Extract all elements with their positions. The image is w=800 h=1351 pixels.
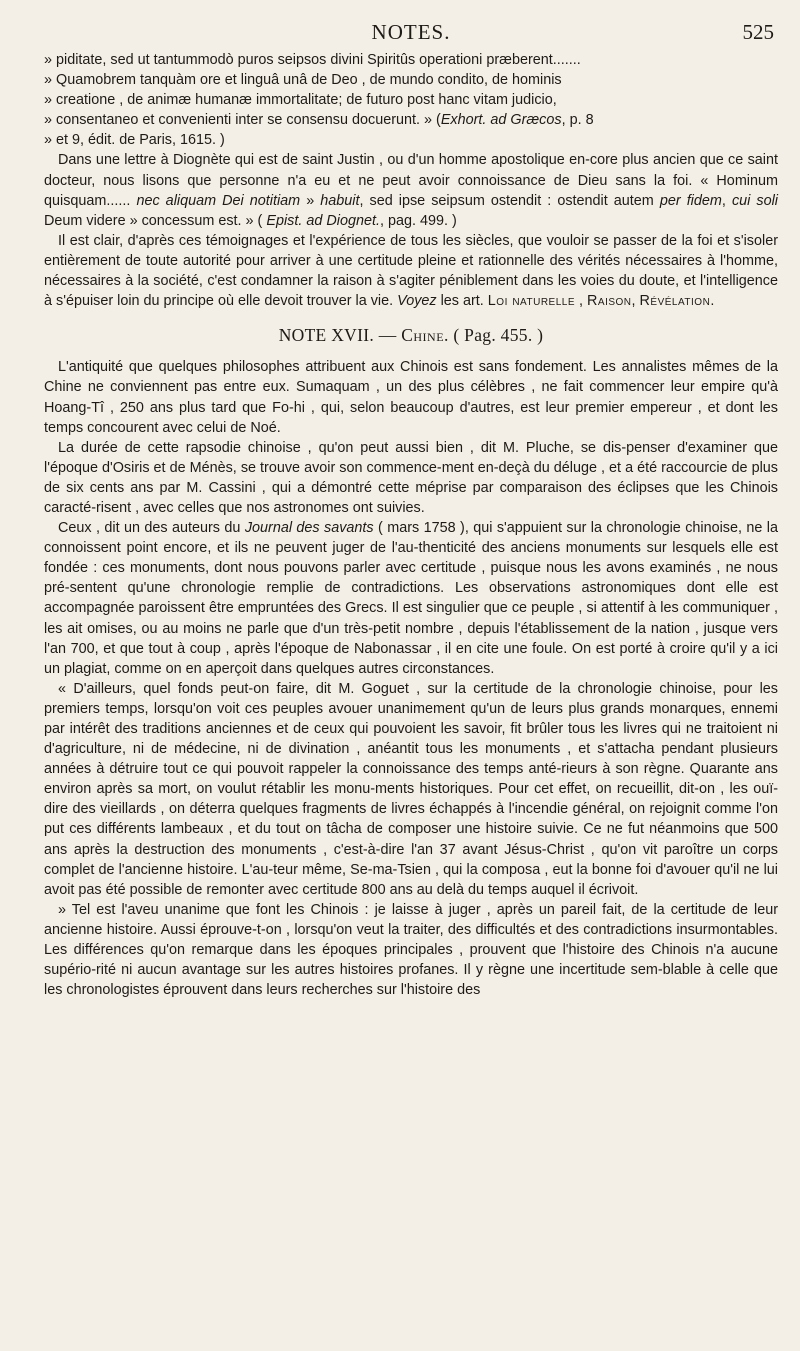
cross-reference: Loi naturelle [487, 293, 576, 310]
quote-line: » creatione , de animæ humanæ immortalitate; de futuro post hanc vitam judicio, [44, 92, 557, 109]
paragraph-avowal: » Tel est l'aveu unanime que font les Chinois : je laisse à juger , après un pareil fait, de la certitude de leur ancienne histoire. Aussi éprouve-t-on , lorsqu'on veut la traiter, des difficultés et des contradictions insurmontables. Les différences qu'on remarque dans les époques principales , prouvent que l'histoire des Chinois n'a aucune supério-rité ni aucun avantage sur les autres histoires profanes. Il y règne une incertitude sem-blable à celle que les chronologistes éprouvent dans leurs recherches sur l'histoire des [44, 901, 778, 999]
latin-quotation [44, 50, 778, 150]
paragraph-conclusion: Il est clair, d'après ces témoignages et l'expérience de tous les siècles, que vouloir se passer de la foi et s'isoler entièrement de toute autorité pour arriver à une certitude pleine et rationnelle des vérités nécessaires à l'homme, nécessaires à la société, c'est condamner la raison à s'agiter péniblement dans les voies du doute, et l'intelligence à s'épuiser loin du principe où elle devoit trouver la vie. Voyez les art. Loi naturelle , Raison, Révélation. [44, 232, 778, 310]
page-number: 525 [742, 20, 774, 44]
paragraph-journal: Ceux , dit un des auteurs du Journal des savants ( mars 1758 ), qui s'appuient sur la chronologie chinoise, ne la connoissent point encore, et ils ne peuvent juger de l'au-thenticité des anciens monuments sur lesquels elle est fondée : ces monuments, dont nous pouvons parler avec certitude , puisque nous les avons examinés , ne nous pré-sentent qu'une chronologie remplie de contradictions. Les observations astronomiques dont elle est accompagnée paroissent être empruntées des Grecs. Il est singulier que ce peuple , si attentif à les communiquer , les ait omises, ou au moins ne parle que d'un très-petit nombre , depuis l'établissement de la nation , jusque vers l'an 700, et que tout à coup , après l'époque de Nabonassar , il en cite une foule. On est porté à croire qu'il y a ici un plagiat, comme on en aperçoit dans quelques autres circonstances. [44, 520, 778, 677]
page-header [44, 16, 778, 50]
running-title: NOTES. [371, 20, 451, 44]
paragraph-duration: La durée de cette rapsodie chinoise , qu'on peut aussi bien , dit M. Pluche, se dis-penser d'examiner que l'époque d'Osiris et de Ménès, se trouve avoir son commence-ment en-deçà du déluge , et a été raccourcie de plus de six cents ans par M. Cassini , qui a démontré cette méprise par comparaison des éclipses que les Chinois caracté-risent , avec celles que nos astronomes ont suivies. [44, 439, 778, 516]
page-body [44, 50, 778, 1000]
paragraph-goguet: « D'ailleurs, quel fonds peut-on faire, dit M. Goguet , sur la certitude de la chronologie chinoise, pour les premiers temps, lorsqu'on voit ces peuples avouer unanimement qu'un de leurs plus grands monarques, ennemi par intérêt des traditions anciennes et de ceux qui pouvoient les savoir, fit brûler tous les livres qui ne traitoient ni d'agriculture, ni de médecine, ni de divination , anéantit tous les monuments , et s'attacha pendant plusieurs années à détruire tout ce qui pouvoit rappeler la connoissance des temps anté-rieurs à son règne. Quarante ans environ après sa mort, on voulut rétablir les monu-ments historiques. Pour cet effet, on recueillit, dit-on , les ouï-dire des vieillards , on déterra quelques fragments de livres échappés à l'incendie général, on rejoignit comme l'on put ces différents lambeaux , et du tout on tâcha de composer une histoire suivie. Ce ne fut néanmoins que 500 ans après la destruction des monuments , c'est-à-dire l'an 37 avant Jésus-Christ , qu'on vit paroître un corps complet de l'ancienne histoire. L'au-teur même, Se-ma-Tsien , qui la composa , eut la bonne foi d'avouer qu'il ne lui avoit pas été possible de remonter avec certitude 800 ans au delà du temps auquel il écrivoit. [44, 680, 778, 898]
quote-line: » Quamobrem tanquàm ore et linguâ unâ de Deo , de mundo condito, de hominis [44, 72, 562, 89]
quote-line: » piditate, sed ut tantummodò puros seipsos divini Spiritûs operationi præberent....... [44, 52, 581, 68]
citation-title: Exhort. ad Græcos [440, 112, 562, 129]
cross-reference: Raison [587, 293, 632, 310]
journal-title: Journal des savants [244, 520, 374, 537]
paragraph-antiquity: L'antiquité que quelques philosophes attribuent aux Chinois est sans fondement. Les annalistes mêmes de la Chine ne conviennent pas entre eux. Sumaquam , un des plus célèbres , ne fait commencer leur empire qu'à Hoang-Tî , 250 ans plus tard que Fo-hi , qui, selon beaucoup d'autres, est leur premier empereur , et dont les temps concourent avec celui de Noé. [44, 359, 778, 436]
cross-reference: Révélation [639, 293, 711, 310]
note-heading: NOTE XVII. — Chine. ( Pag. 455. ) [278, 325, 544, 346]
quote-line: » consentaneo et convenienti inter se consensu docuerunt. » (Exhort. ad Græcos, p. 8 [44, 112, 594, 129]
quote-line: » et 9, édit. de Paris, 1615. ) [44, 132, 225, 149]
paragraph-diognetus: Dans une lettre à Diognète qui est de saint Justin , ou d'un homme apostolique en-core plus ancien que ce saint docteur, nous lisons que personne n'a eu et ne peut avoir connoissance de Dieu sans la foi. « Hominum quisquam...... nec aliquam Dei notitiam » habuit, sed ipse seipsum ostendit : ostendit autem per fidem, cui soli Deum videre » concessum est. » ( Epist. ad Diognet., pag. 499. ) [44, 152, 778, 229]
